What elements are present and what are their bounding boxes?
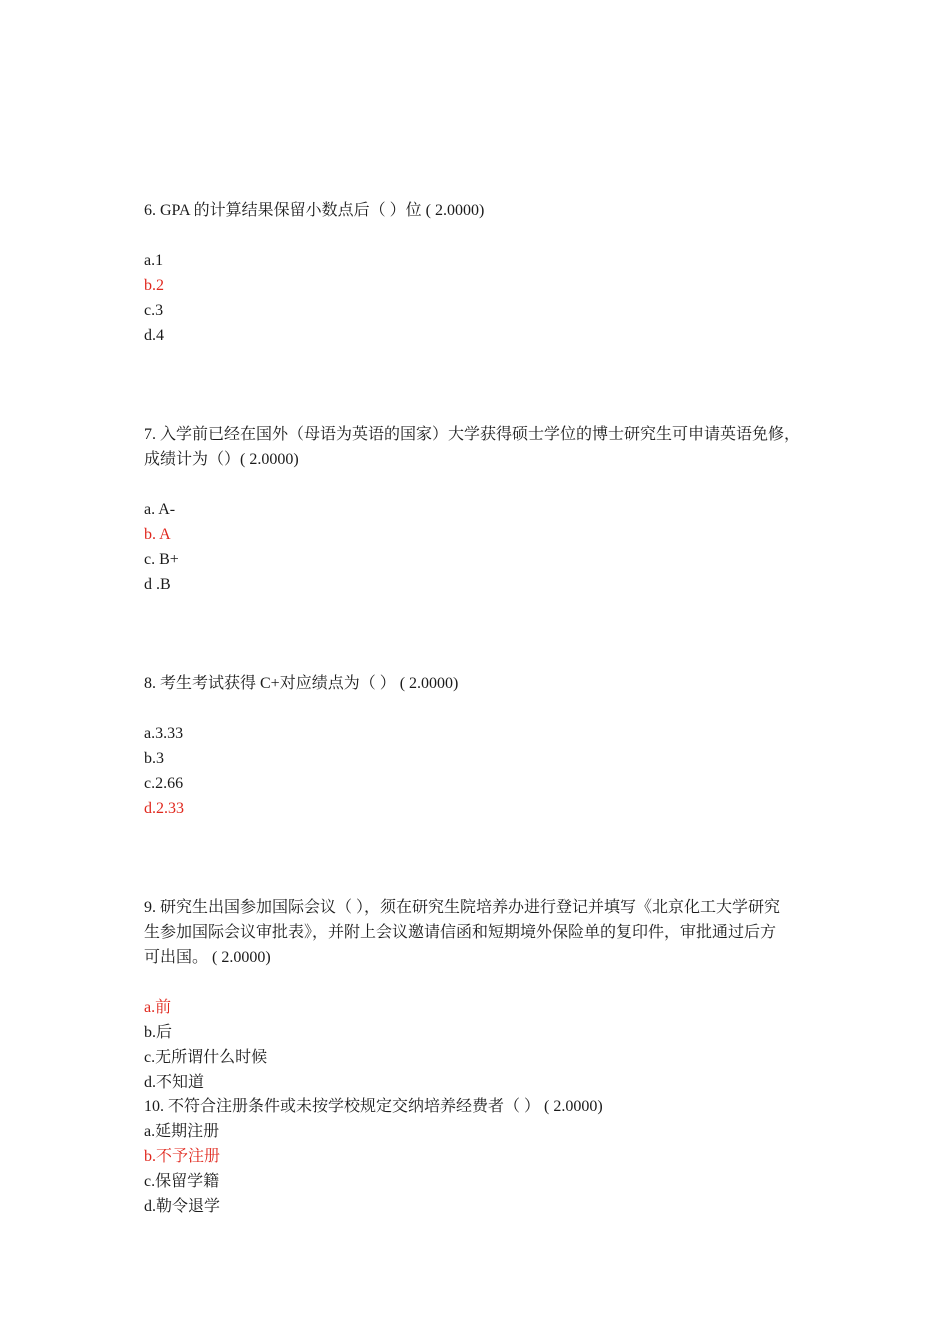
question-10-option-c: c.保留学籍 [144, 1173, 220, 1190]
question-6-option-a: a.1 [144, 252, 164, 269]
question-6-option-b-correct: b.2 [144, 277, 164, 294]
question-9-text-line-2: 生参加国际会议审批表》，并附上会议邀请信函和短期境外保险单的复印件，审批通过后方 [144, 924, 777, 941]
question-9-option-b: b.后 [144, 1024, 173, 1041]
question-7-option-b-correct: b. A [144, 526, 171, 543]
question-6-option-c: c.3 [144, 302, 164, 319]
question-7-option-a: a. A- [144, 501, 176, 518]
question-6-text: 6. GPA 的计算结果保留小数点后（ ）位 ( 2.0000) [144, 202, 485, 219]
question-7-text-line-1: 7. 入学前已经在国外（母语为英语的国家）大学获得硕士学位的博士研究生可申请英语免修， [144, 426, 801, 443]
question-8-text: 8. 考生考试获得 C+对应绩点为（ ） ( 2.0000) [144, 675, 459, 692]
question-7-option-d: d .B [144, 576, 171, 593]
question-9-option-a-correct: a.前 [144, 999, 172, 1016]
question-10-option-b-correct: b.不予注册 [144, 1148, 221, 1165]
question-7-text-line-2: 成绩计为（）( 2.0000) [144, 451, 299, 468]
question-10-option-a: a.延期注册 [144, 1123, 220, 1140]
question-10-text: 10. 不符合注册条件或未按学校规定交纳培养经费者（ ） ( 2.0000) [144, 1098, 603, 1115]
question-10-option-d: d.勒令退学 [144, 1198, 221, 1215]
question-7-option-c: c. B+ [144, 551, 179, 568]
question-8-option-a: a.3.33 [144, 725, 184, 742]
question-8-option-b: b.3 [144, 750, 164, 767]
question-8-option-d-correct: d.2.33 [144, 800, 184, 817]
question-8-option-c: c.2.66 [144, 775, 184, 792]
question-9-text-line-3: 可出国。 ( 2.0000) [144, 949, 271, 966]
question-9-option-d: d.不知道 [144, 1074, 205, 1091]
question-9-option-c: c.无所谓什么时候 [144, 1049, 268, 1066]
question-9-text-line-1: 9. 研究生出国参加国际会议（ ），须在研究生院培养办进行登记并填写《北京化工大学研究 [144, 899, 781, 916]
question-6-option-d: d.4 [144, 327, 164, 344]
